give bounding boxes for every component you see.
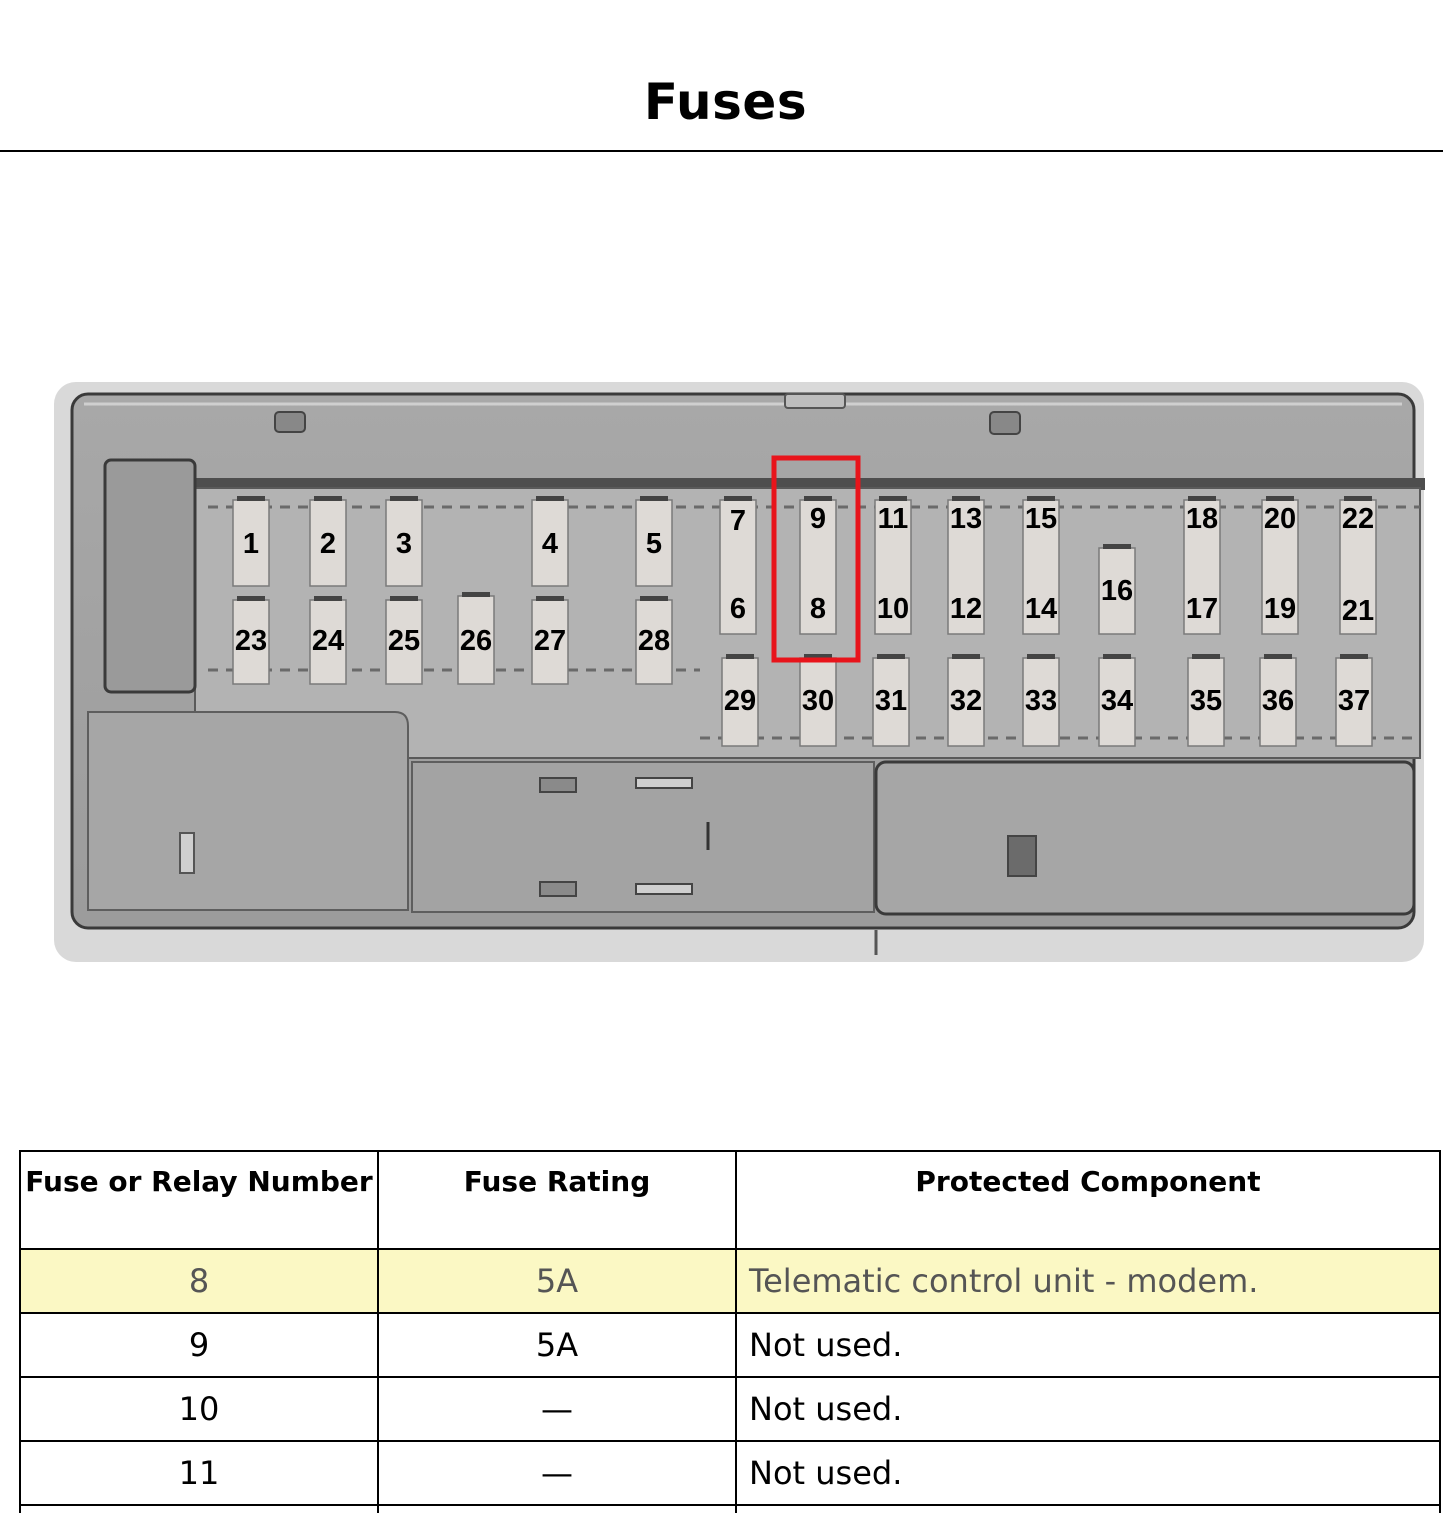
fuse-label-5: 5: [645, 528, 663, 560]
fuse-label-26: 26: [459, 625, 493, 657]
fuse-label-19: 19: [1263, 593, 1297, 625]
fuse-label-15: 15: [1024, 503, 1058, 535]
fuse-label-28: 28: [637, 625, 671, 657]
fuse-label-7: 7: [729, 505, 747, 537]
cell-fuse-rating: [378, 1505, 736, 1513]
header-fuse-rating: Fuse Rating: [378, 1151, 736, 1249]
fuse-label-18: 18: [1185, 503, 1219, 535]
fuse-cap: [640, 496, 668, 501]
fuse-label-9: 9: [809, 503, 827, 535]
fuse-label-31: 31: [874, 685, 908, 717]
fuse-cap: [879, 496, 907, 501]
cell-fuse-rating: 5A: [378, 1249, 736, 1313]
fuse-label-22: 22: [1341, 503, 1375, 535]
cell-fuse-rating: —: [378, 1377, 736, 1441]
fuse-cap: [726, 654, 754, 659]
fuse-label-32: 32: [949, 685, 983, 717]
header-fuse-number: Fuse or Relay Number: [20, 1151, 378, 1249]
cell-fuse-number: [20, 1505, 378, 1513]
fuse-label-23: 23: [234, 625, 268, 657]
table-row: [20, 1313, 1440, 1377]
fuse-label-33: 33: [1024, 685, 1058, 717]
fuse-cap: [1344, 496, 1372, 501]
fuse-label-13: 13: [949, 503, 983, 535]
cell-fuse-rating: 5A: [378, 1313, 736, 1377]
fuse-label-36: 36: [1261, 685, 1295, 717]
cell-fuse-number: 9: [20, 1313, 378, 1377]
fuse-label-29: 29: [723, 685, 757, 717]
fuse-label-34: 34: [1100, 685, 1134, 717]
header-protected-component: Protected Component: [736, 1151, 1440, 1249]
cell-protected-component: Not used.: [736, 1441, 1440, 1505]
fuse-label-27: 27: [533, 625, 567, 657]
table-row: [20, 1441, 1440, 1505]
fuse-cap: [237, 496, 265, 501]
table-row: [20, 1249, 1440, 1313]
fuse-label-20: 20: [1263, 503, 1297, 535]
cell-fuse-number: 8: [20, 1249, 378, 1313]
fuse-label-25: 25: [387, 625, 421, 657]
table-header-row: [20, 1151, 1440, 1249]
fuse-cap: [1103, 654, 1131, 659]
fuse-cap: [237, 596, 265, 601]
fuse-label-3: 3: [395, 528, 413, 560]
cell-fuse-number: 10: [20, 1377, 378, 1441]
fuse-label-17: 17: [1185, 593, 1219, 625]
fuse-label-1: 1: [242, 528, 260, 560]
cell-fuse-rating: —: [378, 1441, 736, 1505]
fuse-table: [19, 1150, 1441, 1513]
fuse-label-11: 11: [877, 503, 909, 535]
fuse-label-16: 16: [1100, 575, 1134, 607]
fuse-cap: [1266, 496, 1294, 501]
fuse-cap: [877, 654, 905, 659]
fuse-label-14: 14: [1024, 593, 1058, 625]
fuse-cap: [536, 496, 564, 501]
fuse-cap: [1340, 654, 1368, 659]
fuse-cap: [1188, 496, 1216, 501]
table-row: [20, 1377, 1440, 1441]
fuse-label-24: 24: [311, 625, 345, 657]
fuse-box-diagram: [40, 370, 1430, 980]
fuse-cap: [1027, 654, 1055, 659]
fuse-label-8: 8: [809, 593, 827, 625]
cell-protected-component: Not used.: [736, 1313, 1440, 1377]
fuse-label-35: 35: [1189, 685, 1223, 717]
fuse-cap: [952, 654, 980, 659]
fuse-cap: [462, 592, 490, 597]
fuse-cap: [1027, 496, 1055, 501]
cell-protected-component: Not used.: [736, 1377, 1440, 1441]
fuse-cap: [1103, 544, 1131, 549]
fuse-label-2: 2: [319, 528, 337, 560]
fuse-cap: [390, 496, 418, 501]
fuse-cap: [536, 596, 564, 601]
table-row: [20, 1505, 1440, 1513]
title-divider: [0, 150, 1443, 152]
fuse-cap: [314, 496, 342, 501]
cell-protected-component: [736, 1505, 1440, 1513]
fuse-label-30: 30: [801, 685, 835, 717]
fuse-cap: [724, 496, 752, 501]
fuse-cap: [314, 596, 342, 601]
fuse-cap: [1192, 654, 1220, 659]
fuse-label-10: 10: [876, 593, 910, 625]
fuse-label-21: 21: [1341, 595, 1375, 627]
cell-protected-component: Telematic control unit - modem.: [736, 1249, 1440, 1313]
fuse-label-4: 4: [541, 528, 559, 560]
fuse-label-6: 6: [729, 593, 747, 625]
relay-block: [105, 460, 195, 692]
fuse-cap: [640, 596, 668, 601]
cell-fuse-number: 11: [20, 1441, 378, 1505]
fuse-cap: [804, 496, 832, 501]
fuse-cap: [390, 596, 418, 601]
fuse-label-12: 12: [949, 593, 983, 625]
fuse-cap: [1264, 654, 1292, 659]
fuse-label-37: 37: [1337, 685, 1371, 717]
fuse-cap: [952, 496, 980, 501]
page-title: Fuses: [643, 73, 808, 131]
